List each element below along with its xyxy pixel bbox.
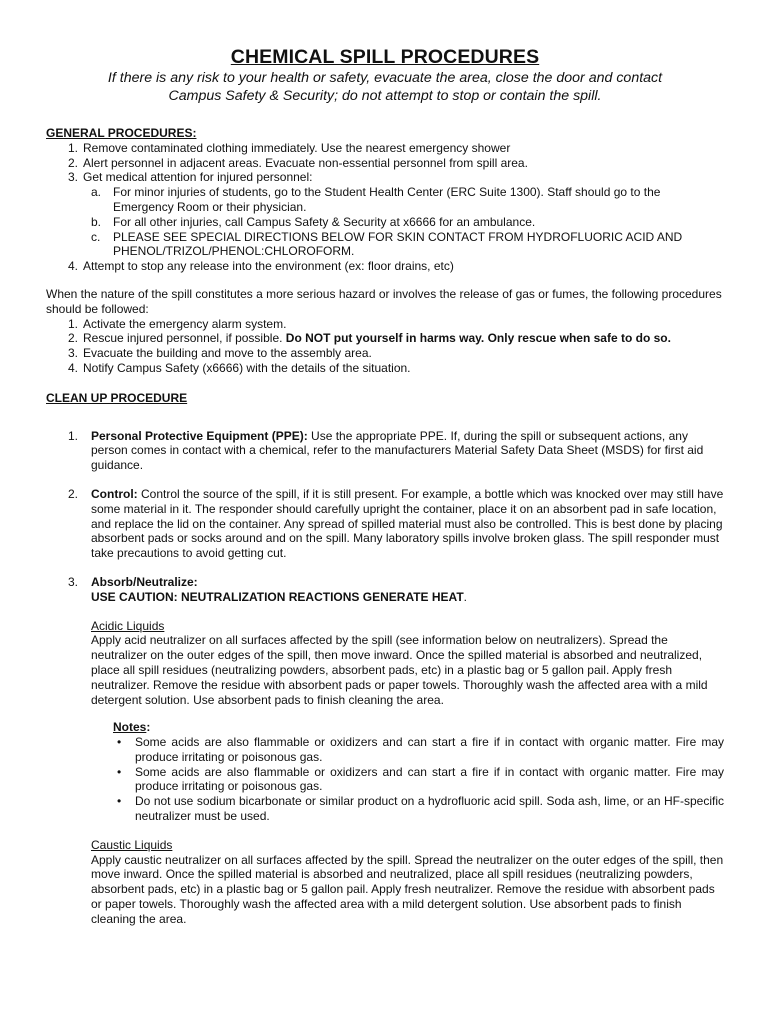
list-item: • Do not use sodium bicarbonate or similar product on a hydrofluoric acid spill. Soda ash, lime, or an HF-specific neutralizer must be used. [117, 794, 724, 824]
caustic-liquids-text: Apply caustic neutralizer on all surfaces affected by the spill. Spread the neutralizer on the outer edges of the spill, then move inward. Once the spilled material is absorbed and neutralized, place all spill residues (neutralizing powders, absorbent pads, etc) in a plastic bag or 5 gallon pail. Apply fresh neutralizer. Remove the residue with absorbent pads or paper towels. Thoroughly wash the affected area with a mild detergent solution. Use absorbent pads to finish cleaning the area. [91, 852, 724, 926]
acidic-liquids-text: Apply acid neutralizer on all surfaces affected by the spill (see information below on neutralizers). Spread the neutralizer on the outer edges of the spill, then move inward. Once the spilled material is absorbed and neutralized, place all spill residues (neutralizing powders, absorbent pads, etc) in a plastic bag or 5 gallon pail. Apply fresh neutralizer. Remove the residue with absorbent pads or paper towels. Thoroughly wash the affected area with a mild detergent solution. Use absorbent pads to finish cleaning the area. [91, 633, 708, 707]
list-item: 4. Attempt to stop any release into the environment (ex: floor drains, etc) [68, 259, 454, 274]
page-title: CHEMICAL SPILL PROCEDURES [230, 46, 540, 68]
general-procedures-list [46, 141, 724, 274]
list-item: a. For minor injuries of students, go to the Student Health Center (ERC Suite 1300). Staff should go to the Emergency Room or their physician. [91, 185, 661, 214]
rescue-warning: Do NOT put yourself in harms way. Only rescue when safe to do so. [285, 331, 671, 346]
list-item: c. PLEASE SEE SPECIAL DIRECTIONS BELOW FOR SKIN CONTACT FROM HYDROFLUORIC ACID AND PHENOL/TRIZOL/PHENOL:CHLOROFORM. [91, 229, 683, 259]
general-procedures-heading: GENERAL PROCEDURES: [46, 126, 197, 140]
list-item: • Some acids are also flammable or oxidizers and can start a fire if in contact with organic matter. Fire may produce irritating or poisonous gas. [117, 735, 724, 764]
list-item: b. For all other injuries, call Campus Safety & Security at x6666 for an ambulance. [91, 214, 536, 229]
caution-heat-warning: USE CAUTION: NEUTRALIZATION REACTIONS GENERATE HEAT [91, 589, 464, 604]
notes-heading: Notes [113, 720, 147, 735]
list-item: 2. Alert personnel in adjacent areas. Evacuate non-essential personnel from spill area. [68, 155, 528, 170]
safety-warning [46, 70, 724, 105]
list-item: • Some acids are also flammable or oxidizers and can start a fire if in contact with organic matter. Fire may produce irritating or poisonous gas. [117, 764, 724, 794]
cleanup-procedure-heading: CLEAN UP PROCEDURE [46, 390, 188, 405]
serious-hazard-list [46, 317, 724, 376]
list-item: 2. Rescue injured personnel, if possible. Do NOT put yourself in harms way. Only rescue when safe to do so. [68, 331, 671, 346]
list-item: 4. Notify Campus Safety (x6666) with the details of the situation. [68, 360, 411, 375]
list-item: 3. Evacuate the building and move to the assembly area. [68, 346, 372, 361]
medical-attention-sublist [46, 185, 724, 259]
list-item: 1. Activate the emergency alarm system. [68, 316, 287, 331]
cleanup-steps-list [46, 429, 724, 927]
safety-warning-line-2: Campus Safety & Security; do not attempt to stop or contain the spill. [168, 87, 602, 104]
serious-hazard-intro: When the nature of the spill constitutes a more serious hazard or involves the release of gas or fumes, the following procedures should be followed: [46, 286, 722, 316]
list-item: 1. Remove contaminated clothing immediately. Use the nearest emergency shower [68, 140, 511, 155]
acidic-liquids-heading: Acidic Liquids [91, 618, 165, 633]
list-item: 3. Get medical attention for injured personnel: a. For minor injuries of students, go to the Student Health Center (ERC Suite 1300). Staff should go to the Emergency Room or their physician. b. For all other injuries, call Campus Safety & Security at x6666 for an ambulance. c. PLEASE SEE SPECIAL DIRECTIONS BELOW FOR SKIN CONTACT FROM HYDROFLUORIC ACID AND PHENOL/TRIZOL/PHENOL:CHLOROFORM. [46, 170, 724, 259]
cleanup-step-control: 2. Control: Control the source of the spill, if it is still present. For example, a bottle which was knocked over may still have some material in it. The responder should carefully upright the container, place it on an absorbent pad in safe location, and replace the lid on the container. Any spread of spilled material must also be controlled. This is best done by placing absorbent pads or socks around and on the spill. Many laboratory spills involve broken glass. The spill responder must take precautions to avoid getting cut. [68, 486, 724, 561]
cleanup-step-ppe: 1. Personal Protective Equipment (PPE): Use the appropriate PPE. If, during the spill or subsequent actions, any person comes in contact with a chemical, refer to the manufacturers Material Safety Data Sheet (MSDS) for first aid guidance. [68, 428, 704, 473]
safety-warning-line-1: If there is any risk to your health or safety, evacuate the area, close the door and contact [107, 70, 663, 86]
caustic-liquids-heading: Caustic Liquids [91, 837, 173, 852]
absorb-neutralize-label: Absorb/Neutralize: [91, 574, 198, 589]
notes-list [113, 735, 724, 824]
notes-section: Notes: • Some acids are also flammable or oxidizers and can start a fire if in contact with organic matter. Fire may produce irritating or poisonous gas. • Some acids are also flammable or oxidizers and can start a fire if in contact with organic matter. Fire may produce irritating or poisonous gas. • Do not use sodium bicarbonate or similar product on a hydrofluoric acid spill. Soda ash, lime, or an HF-specific neutralizer must be used. [113, 720, 724, 824]
cleanup-step-absorb: 3. Absorb/Neutralize: USE CAUTION: NEUTRALIZATION REACTIONS GENERATE HEAT. Acidic Liquids Apply acid neutralizer on all surfaces affected by the spill (see information below on neutralizers). Spread the neutralizer on the outer edges of the spill, then move inward. Once the spilled material is absorbed and neutralized, place all spill residues (neutralizing powders, absorbent pads, etc) in a plastic bag or 5 gallon pail. Apply fresh neutralizer. Remove the residue with absorbent pads or paper towels. Thoroughly wash the affected area with a mild detergent solution. Use absorbent pads to finish cleaning the area. Notes: • Some acids are also flammable or oxidizers and can start a fire if in contact with organic matter. Fire may produce irritating or poisonous gas. • Some acids are also flammable or oxidizers and can start a fire if in contact with organic matter. Fire may produce irritating or poisonous gas. • Do not use sodium bicarbonate or similar product on a hydrofluoric acid spill. Soda ash, lime, or an HF-specific neutralizer must be used. Caustic Liquids Apply caustic neutralizer on all surfaces affected by the spill. Spread the neutralizer on the outer edges of the spill, then move inward. Once the spilled material is absorbed and neutralized, place all spill residues (neutralizing powders, absorbent pads, etc) in a plastic bag or 5 gallon pail. Apply fresh neutralizer. Remove the residue with absorbent pads or paper towels. Thoroughly wash the affected area with a mild detergent solution. Use absorbent pads to finish cleaning the area. [68, 574, 724, 926]
